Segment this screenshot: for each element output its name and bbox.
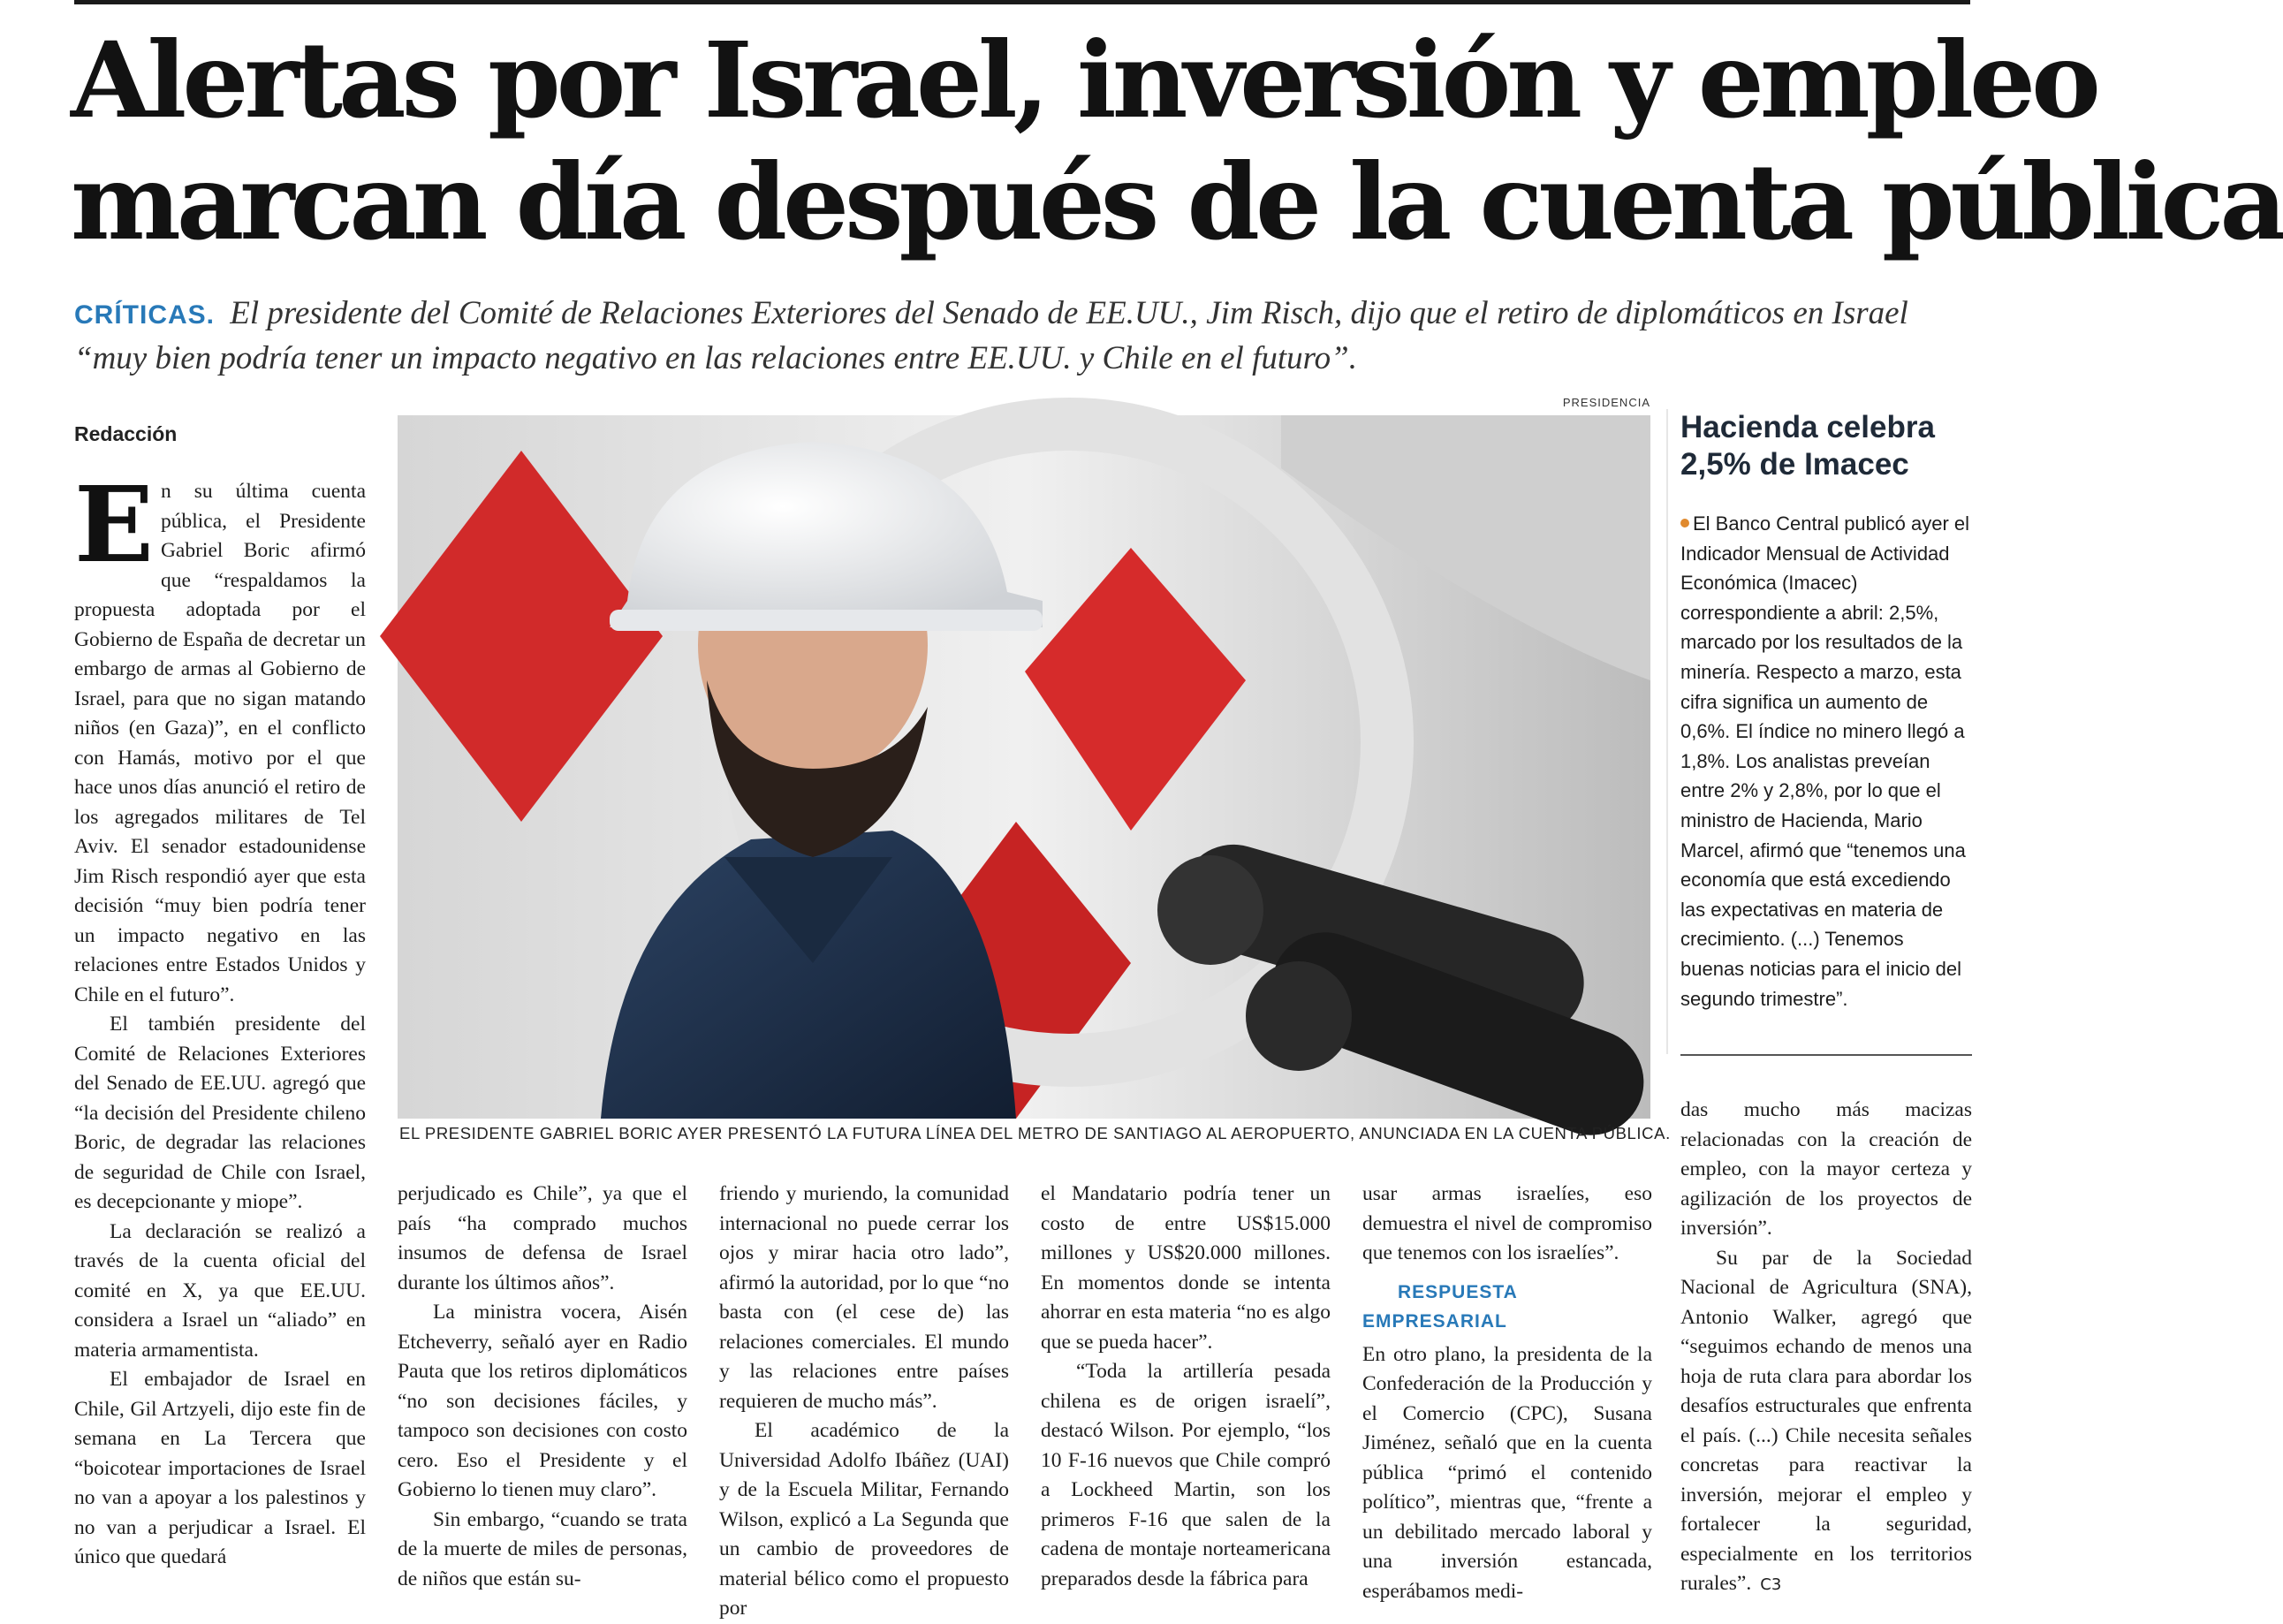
paragraph: El también presidente del Comité de Relaciones Exteriores del Senado de EE.UU. agregó que “la decisión del Presidente chileno Boric, de degradar las relaciones de seguridad de Chile con Israel, es decepcionante y miope”. xyxy=(74,1013,366,1213)
article-column-4 xyxy=(1041,1180,1331,1594)
sidebar-text: El Banco Central publicó ayer el Indicador Mensual de Actividad Económica (Imacec) correspondiente a abril: 2,5%, marcado por los resultados de la minería. Respecto a marzo, esta cifra significa un aumento de 0,6%. El índice no minero llegó a 1,8%. Los analistas preveían entre 2% y 2,8%, por lo que el ministro de Hacienda, Mario Marcel, afirmó que “tenemos una economía que está excediendo las expectativas en materia de crecimiento. (...) Tenemos buenas noticias para el inicio del segundo trimestre”. xyxy=(1680,512,1970,1010)
sidebar-divider xyxy=(1666,409,1668,1054)
article-photo xyxy=(398,415,1650,1119)
paragraph: usar armas israelíes, eso demuestra el nivel de compromiso que tenemos con los israelíes”. xyxy=(1362,1182,1652,1264)
deck xyxy=(74,292,1983,380)
paragraph: das mucho más macizas relacionadas con la creación de empleo, con la mayor certeza y agilización de los proyectos de inversión”. xyxy=(1680,1098,1972,1240)
article-column-3 xyxy=(719,1180,1009,1624)
article-column-1 xyxy=(74,463,366,1573)
paragraph: El embajador de Israel en Chile, Gil Artzyeli, dijo este fin de semana en La Tercera que “boicotear importaciones de Israel no van a apoyar a los palestinos y no van a perjudicar a Israel. El único que quedará xyxy=(74,1368,366,1568)
paragraph: “Toda la artillería pesada chilena es de origen israelí”, destacó Wilson. Por ejemplo, “los 10 F-16 nuevos que Chile compró a Lockheed Martin, son los primeros F-16 que salen de la cadena de montaje norteamericana preparados desde la fábrica para xyxy=(1041,1360,1331,1590)
photo-caption: EL PRESIDENTE GABRIEL BORIC AYER PRESENTÓ LA FUTURA LÍNEA DEL METRO DE SANTIAGO AL AEROPUERTO, ANUNCIADA EN LA CUENTA PÚBLICA. xyxy=(399,1124,1671,1142)
paragraph: n su última cuenta pública, el Presidente Gabriel Boric afirmó que “respaldamos la propuesta adoptada por el Gobierno de España de decretar un embargo de armas al Gobierno de Israel, para que no sigan matando niños (en Gaza)”, en el conflicto con Hamás, motivo por el que hace unos días anunció el retiro de los agregados militares de Tel Aviv. El senador estadounidense Jim Risch respondió ayer que esta decisión “muy bien podría tener un impacto negativo en las relaciones entre Estados Unidos y Chile en el futuro”. xyxy=(74,480,366,1006)
sidebar-title: Hacienda celebra 2,5% de Imacec xyxy=(1680,410,1935,482)
paragraph: El académico de la Universidad Adolfo Ibáñez (UAI) y de la Escuela Militar, Fernando Wilson, explicó a La Segunda que un cambio de proveedores de material bélico como el propuesto por xyxy=(719,1419,1009,1620)
headline-line-1: Alertas por Israel, inversión y empleo xyxy=(71,19,2097,141)
top-rule xyxy=(74,0,1970,4)
sidebar-bottom-rule xyxy=(1680,1054,1972,1056)
deck-kicker: CRÍTICAS. xyxy=(74,300,215,330)
article-column-6 xyxy=(1680,1096,1972,1600)
paragraph: Sin embargo, “cuando se trata de la muerte de miles de personas, de niños que están su- xyxy=(398,1507,687,1590)
headline xyxy=(71,19,2283,263)
paragraph: el Mandatario podría tener un costo de entre US$15.000 millones y US$20.000 millones. En momentos donde se intenta ahorrar en esta materia “no es algo que se pueda hacer”. xyxy=(1041,1182,1331,1354)
paragraph: Su par de la Sociedad Nacional de Agricultura (SNA), Antonio Walker, agregó que “seguimos echando de menos una hoja de ruta clara para abordar los desafíos estructurales que enfrenta el país. (...) Chile necesita señales concretas para reactivar la inversión, mejorar el empleo y fortalecer la seguridad, especialmente en los territorios rurales”. xyxy=(1680,1246,1972,1595)
paragraph: friendo y muriendo, la comunidad internacional no puede cerrar los ojos y mirar hacia otro lado”, afirmó la autoridad, por lo que “no basta con (el cese de) las relaciones comerciales. El mundo y las relaciones entre países requieren de mucho más”. xyxy=(719,1182,1009,1413)
paragraph: En otro plano, la presidenta de la Confederación de la Producción y el Comercio (CPC), Susana Jiménez, señaló que en la cuenta pública “primó el contenido político”, mientras que, “frente a un debilitado mercado laboral y una inversión estancada, esperábamos medi- xyxy=(1362,1342,1652,1603)
section-subhead: RESPUESTA EMPRESARIAL xyxy=(1362,1281,1518,1332)
byline: Redacción xyxy=(74,422,178,445)
drop-cap: E xyxy=(74,463,154,586)
photo-credit: PRESIDENCIA xyxy=(1562,396,1650,409)
paragraph: La declaración se realizó a través de la cuenta oficial del comité en X, ya que EE.UU. considera a Israel un “aliado” en materia armamentista. xyxy=(74,1219,366,1362)
article-column-5 xyxy=(1362,1180,1652,1606)
headline-line-2: marcan día después de la cuenta pública xyxy=(71,140,2283,263)
paragraph: perjudicado es Chile”, ya que el país “ha comprado muchos insumos de defensa de Israel durante los últimos años”. xyxy=(398,1182,687,1294)
deck-text: El presidente del Comité de Relaciones Exteriores del Senado de EE.UU., Jim Risch, dijo que el retiro de diplomáticos en Israel “muy bien podría tener un impacto negativo en las relaciones entre EE.UU. y Chile en el futuro”. xyxy=(74,295,1908,376)
bullet-icon xyxy=(1680,519,1689,527)
photo-illustration xyxy=(398,415,1650,1119)
article-column-2 xyxy=(398,1180,687,1594)
sidebar-body xyxy=(1680,509,1972,1013)
end-mark: C3 xyxy=(1760,1575,1782,1594)
paragraph: La ministra vocera, Aisén Etcheverry, señaló ayer en Radio Pauta que los retiros diplomáticos “no son decisiones fáciles, y tampoco son decisiones con costo cero. Eso el Presidente y el Gobierno lo tienen muy claro”. xyxy=(398,1301,687,1501)
